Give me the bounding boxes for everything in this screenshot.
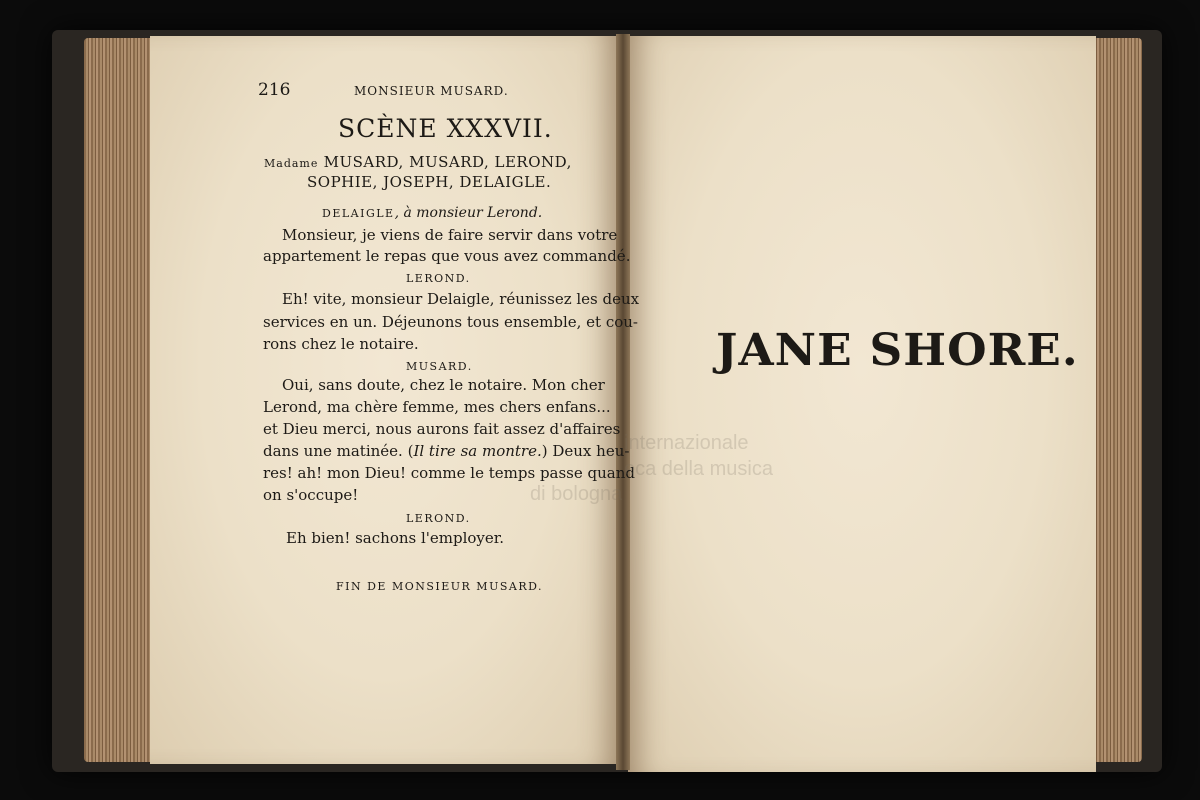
stage-direction: Il tire sa montre. (413, 442, 542, 460)
text-line (263, 442, 629, 460)
character-prefix: Madame (264, 157, 319, 170)
book-title: JANE SHORE. (716, 325, 1079, 376)
library-watermark: internazionale (624, 432, 749, 454)
text-line: rons chez le notaire. (263, 335, 419, 353)
library-watermark: di bologna (530, 483, 623, 505)
text-line: Oui, sans doute, chez le notaire. Mon cher (282, 376, 605, 394)
stage-direction: , à monsieur Lerond. (394, 205, 543, 221)
right-page (628, 36, 1096, 772)
speaker-name: DELAIGLE (322, 207, 395, 220)
library-watermark: eca della musica (624, 458, 773, 480)
end-text: FIN DE MONSIEUR MUSARD. (336, 580, 544, 593)
text-line: on s'occupe! (263, 486, 359, 504)
character-names-1: MUSARD, MUSARD, LEROND, (323, 153, 572, 171)
text-line: Lerond, ma chère femme, mes chers enfans... (263, 398, 611, 416)
text-fragment: dans une matinée. ( (263, 442, 414, 460)
text-line: Eh! vite, monsieur Delaigle, réunissez les deux (282, 290, 640, 308)
text-fragment: ) Deux heu- (541, 442, 630, 460)
text-line: Eh bien! sachons l'employer. (286, 529, 505, 547)
text-line: services en un. Déjeunons tous ensemble, et cou- (263, 313, 638, 331)
book-gutter (616, 34, 630, 770)
speaker-name: LEROND. (406, 512, 471, 525)
page-number: 216 (258, 80, 291, 100)
text-line: res! ah! mon Dieu! comme le temps passe quand (263, 464, 635, 482)
scene-heading: SCÈNE XXXVII. (338, 114, 553, 143)
right-page-edges (1092, 38, 1142, 762)
text-line: Monsieur, je viens de faire servir dans votre (282, 226, 618, 244)
speaker-name: LEROND. (406, 272, 471, 285)
speaker-name: MUSARD. (406, 360, 473, 373)
running-head: MONSIEUR MUSARD. (354, 84, 509, 98)
speaker-heading (322, 205, 542, 221)
text-line: appartement le repas que vous avez commandé. (263, 247, 631, 265)
character-list-line-1 (264, 153, 572, 171)
character-list-line-2: SOPHIE, JOSEPH, DELAIGLE. (307, 173, 552, 191)
text-line: et Dieu merci, nous aurons fait assez d'affaires (263, 420, 621, 438)
